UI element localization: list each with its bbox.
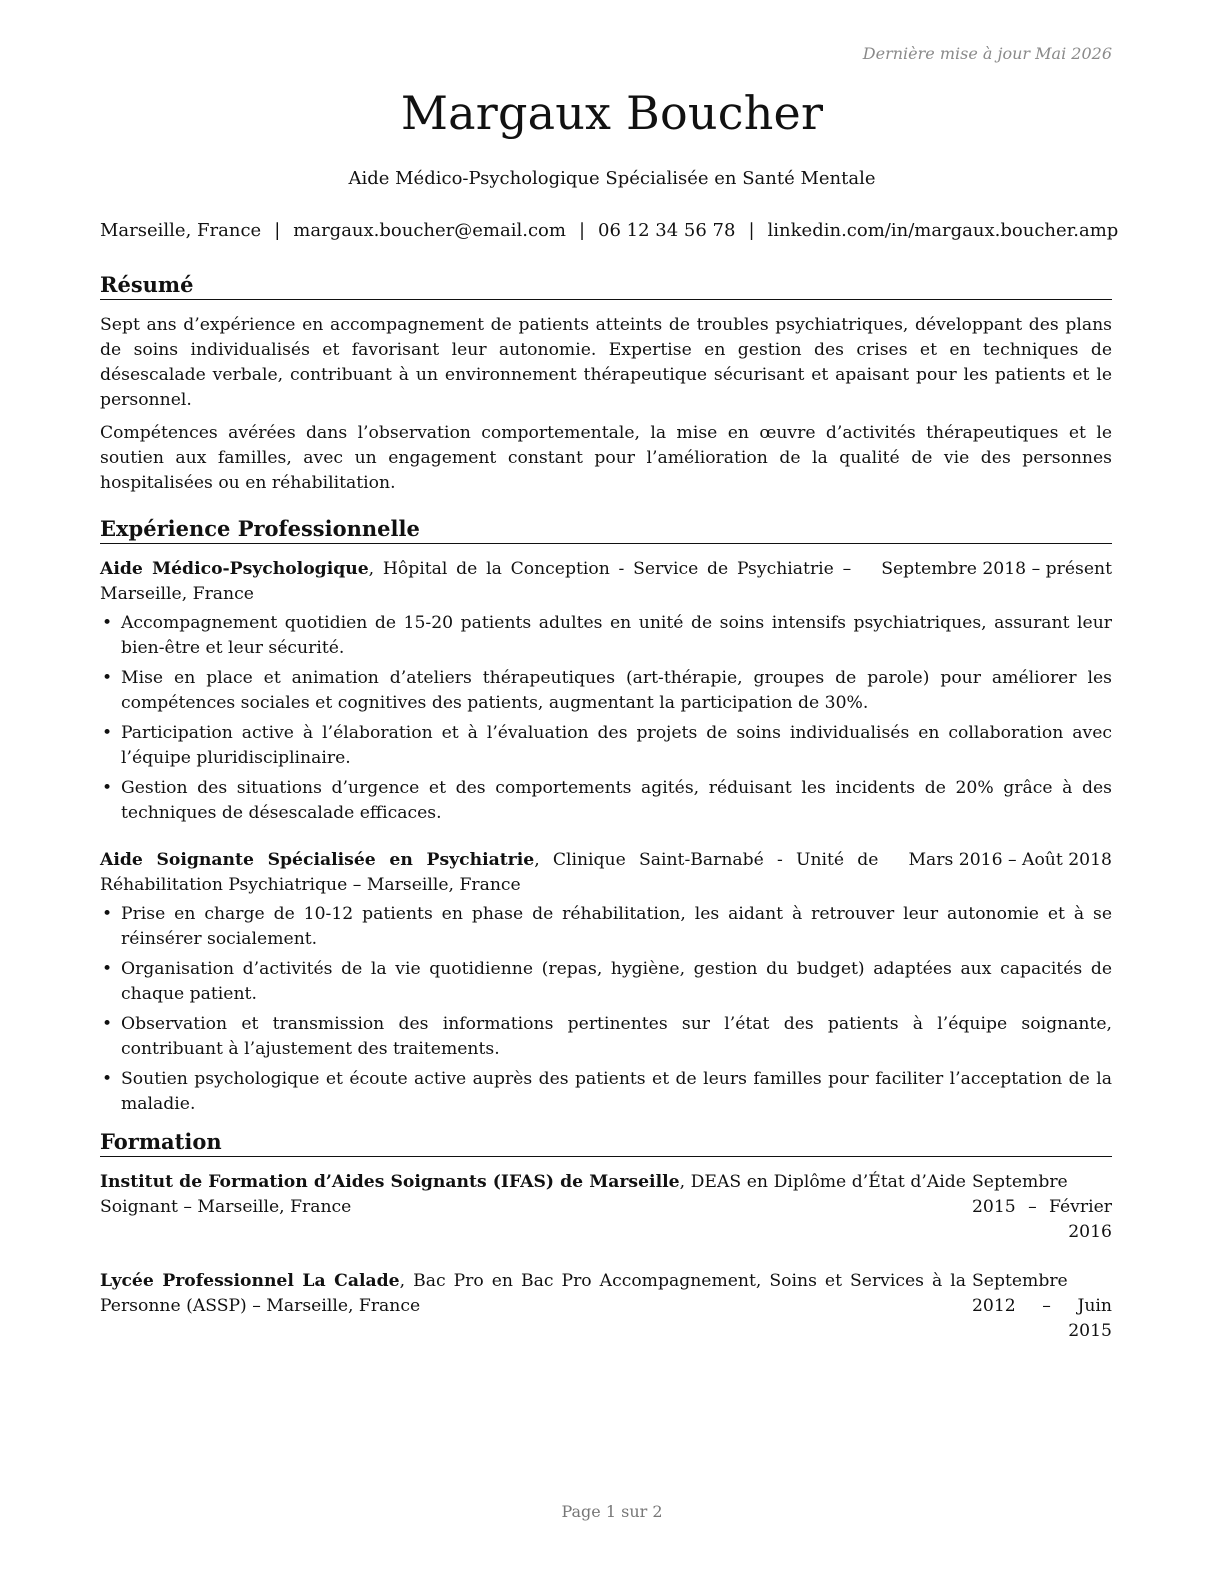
job-role: Aide Médico-Psychologique [100, 559, 369, 579]
education-detail: , DEAS en Diplôme d’État d’Aide Soignant – Marseille, France [100, 1172, 966, 1217]
summary-paragraph: Compétences avérées dans l’observation comportementale, la mise en œuvre d’activités thérapeutiques et le soutien aux familles, avec un engagement constant pour l’amélioration de la qualité de vie des personnes hospitalisées ou en réhabilitation. [100, 423, 1112, 493]
job-header [100, 557, 1112, 607]
resume-content [100, 272, 1112, 1368]
education-detail: , Bac Pro en Bac Pro Accompagnement, Soins et Services à la Personne (ASSP) – Marseille, France [100, 1271, 966, 1316]
education-heading: Formation [100, 1129, 1112, 1157]
education-school: Lycée Professionnel La Calade [100, 1271, 400, 1291]
contact-linkedin[interactable]: linkedin.com/in/margaux.boucher.amp [767, 220, 1119, 241]
job-role-place [100, 848, 908, 898]
list-item: • Organisation d’activités de la vie quotidienne (repas, hygiène, gestion du budget) adaptées aux capacités de chaque patient. [100, 957, 1112, 1007]
job-role-place [100, 557, 881, 607]
contact-location: Marseille, France [100, 220, 262, 241]
list-item: • Observation et transmission des informations pertinentes sur l’état des patients à l’équipe soignante, contribuant à l’ajustement des traitements. [100, 1012, 1112, 1062]
job-bullets [100, 902, 1112, 1117]
education-section [100, 1129, 1112, 1344]
list-item: • Soutien psychologique et écoute active auprès des patients et de leurs familles pour faciliter l’acceptation de la maladie. [100, 1067, 1112, 1117]
list-item: • Accompagnement quotidien de 15-20 patients adultes en unité de soins intensifs psychiatriques, assurant leur bien-être et leur sécurité. [100, 611, 1112, 661]
job-title: Aide Médico-Psychologique Spécialisée en Santé Mentale [348, 168, 876, 189]
education-dates: Septembre 2012 – Juin 2015 [972, 1271, 1112, 1341]
job-bullets [100, 611, 1112, 826]
contact-phone[interactable]: 06 12 34 56 78 [598, 220, 736, 241]
job-employer: , Hôpital de la Conception - Service de Psychiatrie – Marseille, France [100, 559, 852, 604]
job-role: Aide Soignante Spécialisée en Psychiatrie [100, 850, 535, 870]
education-school: Institut de Formation d’Aides Soignants (IFAS) de Marseille [100, 1172, 680, 1192]
list-item: • Gestion des situations d’urgence et des comportements agités, réduisant les incidents de 20% grâce à des techniques de désescalade efficaces. [100, 776, 1112, 826]
contact-separator: | [578, 220, 586, 241]
summary-heading: Résumé [100, 272, 1112, 300]
list-item: • Prise en charge de 10-12 patients en phase de réhabilitation, les aidant à retrouver leur autonomie et à se réinsérer socialement. [100, 902, 1112, 952]
summary-paragraph: Sept ans d’expérience en accompagnement de patients atteints de troubles psychiatriques, développant des plans de soins individualisés et favorisant leur autonomie. Expertise en gestion des crises et en techniques de désescalade verbale, contribuant à un environnement thérapeutique sécurisant et apaisant pour les patients et le personnel. [100, 315, 1112, 410]
education-school-detail [100, 1269, 972, 1344]
candidate-name: Margaux Boucher [400, 86, 824, 140]
contact-separator: | [748, 220, 755, 241]
job-dates: Septembre 2018 – présent [881, 559, 1112, 579]
experience-section [100, 516, 1112, 1117]
education-entry [100, 1269, 1112, 1344]
contact-separator: | [274, 220, 281, 241]
contact-email[interactable]: margaux.boucher@email.com [293, 220, 566, 241]
job-entry [100, 557, 1112, 826]
contact-line [100, 220, 1119, 241]
job-employer: , Clinique Saint-Barnabé - Unité de Réhabilitation Psychiatrique – Marseille, France [100, 850, 879, 895]
list-item: • Mise en place et animation d’ateliers thérapeutiques (art-thérapie, groupes de parole) pour améliorer les compétences sociales et cognitives des patients, augmentant la participation de 30%. [100, 666, 1112, 716]
summary-section [100, 272, 1112, 496]
education-school-detail [100, 1170, 972, 1245]
job-header [100, 848, 1112, 898]
list-item: • Participation active à l’élaboration et à l’évaluation des projets de soins individualisés en collaboration avec l’équipe pluridisciplinaire. [100, 721, 1112, 771]
education-entry [100, 1170, 1112, 1245]
education-dates: Septembre 2015 – Février 2016 [972, 1172, 1112, 1242]
experience-heading: Expérience Professionnelle [100, 516, 1112, 544]
job-dates: Mars 2016 – Août 2018 [908, 850, 1112, 870]
job-entry [100, 848, 1112, 1117]
last-updated: Dernière mise à jour Mai 2026 [862, 44, 1112, 63]
page-number: Page 1 sur 2 [561, 1502, 663, 1521]
